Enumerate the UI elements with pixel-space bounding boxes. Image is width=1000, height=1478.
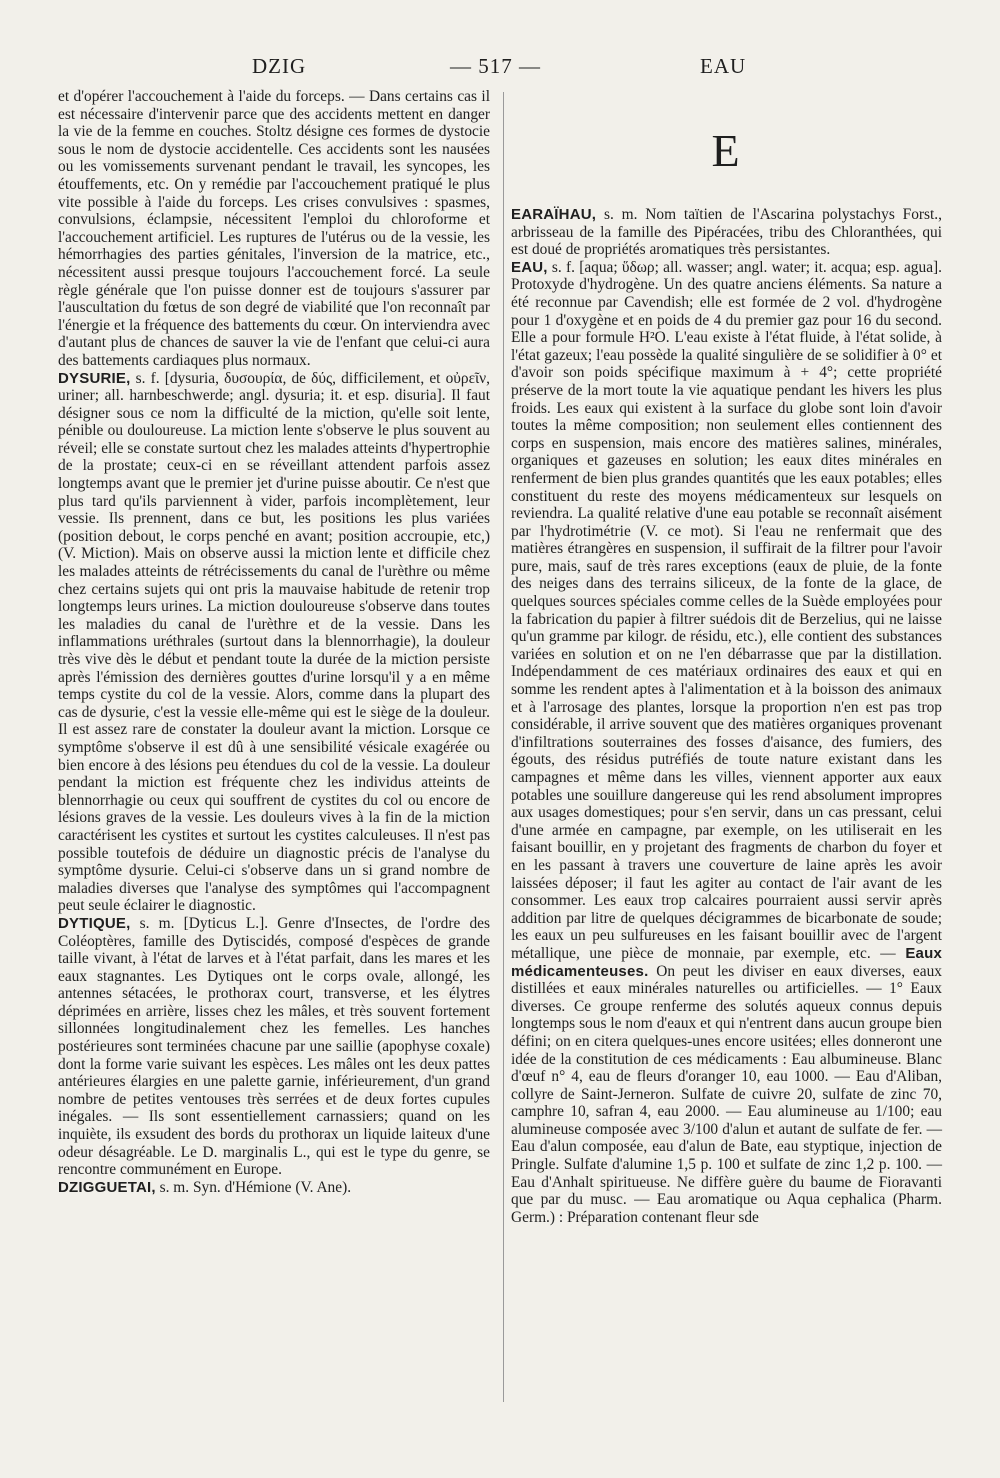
entry-head-dytique: DYTIQUE,	[58, 914, 131, 932]
entry-body-dysurie: s. f. [dysuria, δυσουρία, de δύς, difficilement, et οὐρεῖν, uriner; all. harnbeschwerde; angl. dysuria; it. et esp. disuria]. Il faut désigner sous ce nom la difficulté de la miction, qu'elle soit lente, pénible ou douloureuse. La miction lente s'observe le plus souvent au réveil; elle se constate surtout chez les malades atteints d'hypertrophie de la prostate; ceux-ci en se réveillant attendent parfois assez longtemps avant que le premier jet d'urine puisse aboutir. Ce n'est que plus tard qu'ils parviennent à vider, parfois incomplètement, leur vessie. Ils prennent, dans ce but, les positions les plus variées (position debout, le corps penché en avant; position accroupie, etc,) (V. Miction). Mais on observe aussi la miction lente et difficile chez les malades atteints de rétrécissements du canal de l'urèthre ou même chez certains sujets qui ont pris la mauvaise habitude de retenir trop longtemps leurs urines. La miction douloureuse s'observe dans toutes les maladies du canal de l'urèthre et de la vessie. Dans les inflammations uréthrales (surtout dans la blennorrhagie), la douleur très vive dès le début et pendant toute la durée de la miction persiste après l'émission des dernières gouttes d'urine lorsqu'il y a en même temps cystite du col de la vessie. Alors, comme dans la plupart des cas de dysurie, c'est la vessie elle-même qui est le siège de la douleur. Il est assez rare de constater la douleur avant la miction. Lorsque ce symptôme s'observe il est dû à une sensibilité vésicale exagérée ou bien encore à des lésions peu étendues du col de la vessie. La douleur pendant la miction est fréquente chez les individus atteints de blennorrhagie ou ceux qui souffrent de cystites du col ou encore de lésions graves de la vessie. Les douleurs vives à la fin de la miction caractérisent les cystites et surtout les cystites calculeuses. Il n'est pas possible toutefois de déduire un diagnostic précis de l'analyse du symptôme dysurie. Celui-ci s'observe dans un si grand nombre de maladies diverses que l'analyse des symptômes qui l'accompagnent peut seule éclairer le diagnostic.	[58, 369, 490, 915]
running-head	[0, 54, 1000, 84]
entry-eau	[511, 259, 942, 1227]
entry-earaihau	[511, 206, 942, 259]
entry-head-earaihau: EARAÏHAU,	[511, 206, 597, 223]
header-left-word: DZIG	[252, 54, 307, 78]
subhead-eaux-medicamenteuses: Eaux médicamenteuses.	[511, 944, 942, 980]
entry-head-dzigguetai: DZIGGUETAI,	[58, 1178, 156, 1196]
left-column	[58, 88, 490, 1196]
entry-dysurie	[58, 370, 490, 915]
section-letter: E	[711, 125, 742, 176]
entry-body-dytique: s. m. [Dyticus L.]. Genre d'Insectes, de l'ordre des Coléoptères, famille des Dytiscidés, composé d'espèces de grande taille vivant, à l'état de larves et à l'état parfait, dans les mares et les eaux stagnantes. Les Dytiques ont le corps ovale, allongé, les antennes sétacées, le prothorax court, transverse, et les élytres déprimées en arrière, lisses chez les mâles, et très souvent fortement sillonnées longitudinalement chez les femelles. Les hanches postérieures sont terminées chacune par une saillie (apophyse coxale) dont la forme varie suivant les espèces. Les mâles ont les deux pattes antérieures élargies en une palette garnie, inférieurement, d'un grand nombre de petites ventouses très serrées et de deux fortes cupules inégales. — Ils sont essentiellement carnassiers; quand on les inquiète, ils exsudent des bords du prothorax un liquide laiteux d'une odeur désagréable. Le D. marginalis L., qui est le type du genre, se rencontre communément en Europe.	[58, 914, 490, 1179]
entry-dytique	[58, 915, 490, 1179]
entry-body-eau: s. f. [aqua; ὕδωρ; all. wasser; angl. water; it. acqua; esp. agua]. Protoxyde d'hydrogène. Un des quatre anciens éléments. Sa nature a été reconnue par Cavendish; elle est formée de 2 vol. d'hydrogène pour 1 d'oxygène et en poids de 4 du premier gaz pour 16 du second. Elle a pour formule H²O. L'eau existe à l'état fluide, à l'état solide, à l'état gazeux; l'eau possède la qualité singulière de se solidifier à 0° et d'avoir son poids spécifique maximum à + 4°; cette propriété préserve de la mort toute la vie aquatique pendant les hivers les plus froids. Les eaux qui existent à la surface du globe sont loin d'avoir toutes la même composition; non seulement elles contiennent des corps en suspension, mais encore des matières salines, minérales, organiques et gazeuses en solution; les eaux dites minérales en renferment de bien plus grandes quantités que les eaux potables; elles constituent du reste des moyens médicamenteux sur lesquels on reviendra. La qualité relative d'une eau potable se reconnaît aisément par l'hydrotimétrie (V. ce mot). Si l'eau ne renfermait que des matières étrangères en suspension, il suffirait de la filtrer pour l'avoir pure, mais, sauf de très rares exceptions (eaux de pluie, de la fonte des neiges dans des terrains siliceux, de la fonte de la glace, de quelques sources spéciales comme celles de la Suède employées pour la fabrication du papier à filtrer suédois dit de Berzelius, qui ne laisse qu'un gramme par kilogr. de résidu, etc.), elle contient des substances variées en solution et on ne l'en débarrasse que par la distillation. Indépendamment de ces matériaux ordinaires des eaux et qui en somme les rendent aptes à l'alimentation et à la boisson des animaux et à l'arrosage des plantes, lorsque la proportion n'en est pas trop considérable, il arrive souvent que des matières organiques provenant d'infiltrations souterraines des fosses d'aisance, des fumiers, des égouts, des résidus putréfiés de toute nature existant dans les campagnes et même dans les villes, viennent apporter aux eaux potables une souillure dangereuse qui les rend absolument impropres aux usages domestiques; pour s'en servir, dans un cas pressant, celui d'une armée en campagne, par exemple, on les utiliserait en les faisant bouillir, en y projetant des fragments de charbon du foyer et en les passant à travers une couverture de laine après les avoir laissées déposer; il faut les agiter au contact de l'air avant de les consommer. Les eaux trop calcaires pourraient aussi servir après addition par litre de quelques décigrammes de bicarbonate de soude; les eaux un peu sulfureuses en les faisant bouillir avec de l'argent métallique, une pièce de monnaie, par exemple, etc. —	[511, 258, 942, 962]
right-column	[511, 88, 942, 1226]
entry-dzigguetai	[58, 1179, 490, 1197]
entry-body-earaihau: s. m. Nom taïtien de l'Ascarina polystachys Forst., arbrisseau de la famille des Pipéracées, tribu des Chloranthées, qui est doué de propriétés aromatiques très persistantes.	[511, 206, 942, 259]
entry-head-eau: EAU,	[511, 258, 548, 276]
entry-head-dysurie: DYSURIE,	[58, 369, 131, 387]
header-right-word: EAU	[700, 54, 747, 78]
entry-body-dzigguetai: s. m. Syn. d'Hémione (V. Ane).	[155, 1178, 352, 1196]
column-divider	[503, 92, 504, 1402]
dystocie-continuation: et d'opérer l'accouchement à l'aide du forceps. — Dans certains cas il est nécessaire d'intervenir parce que des accidents mettent en danger la vie de la femme en couches. Stoltz désigne ces formes de dystocie sous le nom de dystocie accidentelle. Ces accidents sont les nausées ou les vomissements survenant pendant le travail, les syncopes, les étouffements, etc. On y remédie par l'accouchement pratiqué le plus vite possible à l'aide du forceps. Les crises convulsives : spasmes, convulsions, éclampsie, nécessitent l'emploi du chloroforme et l'accouchement artificiel. Les ruptures de l'utérus ou de la vessie, les hémorrhagies des parties génitales, l'inversion de la matrice, etc., nécessitent aussi presque toujours l'accouchement forcé. La seule règle générale que l'on puisse donner est de toujours s'assurer par l'auscultation du fœtus de son degré de viabilité que l'on reconnaît par l'énergie et la fréquence des battements du cœur. On interviendra avec d'autant plus de chances de sauver la vie de l'enfant que celui-ci aura des battements cardiaques plus normaux.	[58, 88, 490, 369]
body-eaux-medicamenteuses: On peut les diviser en eaux diverses, eaux distillées et eaux minérales naturelles ou artificielles. — 1° Eaux diverses. Ce groupe renferme des solutés aqueux connus depuis longtemps sous le nom d'eaux et qui n'entrent dans aucun groupe bien défini; on en citera quelques-unes encore usitées; elles donneront une idée de la constitution de ces médicaments : Eau albumineuse. Blanc d'œuf n° 4, eau de fleurs d'oranger 10, eau 1000. — Eau d'Aliban, collyre de Saint-Jerneron. Sulfate de cuivre 20, sulfate de zinc 70, camphre 10, safran 4, eau 2000. — Eau alumineuse au 1/100; eau alumineuse composée avec 3/100 d'alun et autant de sulfate de fer. — Eau d'alun composée, eau d'alun de Bate, eau styptique, injection de Pringle. Sulfate d'alumine 1,5 p. 100 et sulfate de zinc 1,2 p. 100. — Eau d'Anhalt spiritueuse. Ne diffère guère du baume de Fioravanti que par du musc. — Eau aromatique ou Aqua cephalica (Pharm. Germ.) : Préparation contenant fleur sde	[511, 962, 942, 1226]
page-number: — 517 —	[450, 54, 541, 78]
